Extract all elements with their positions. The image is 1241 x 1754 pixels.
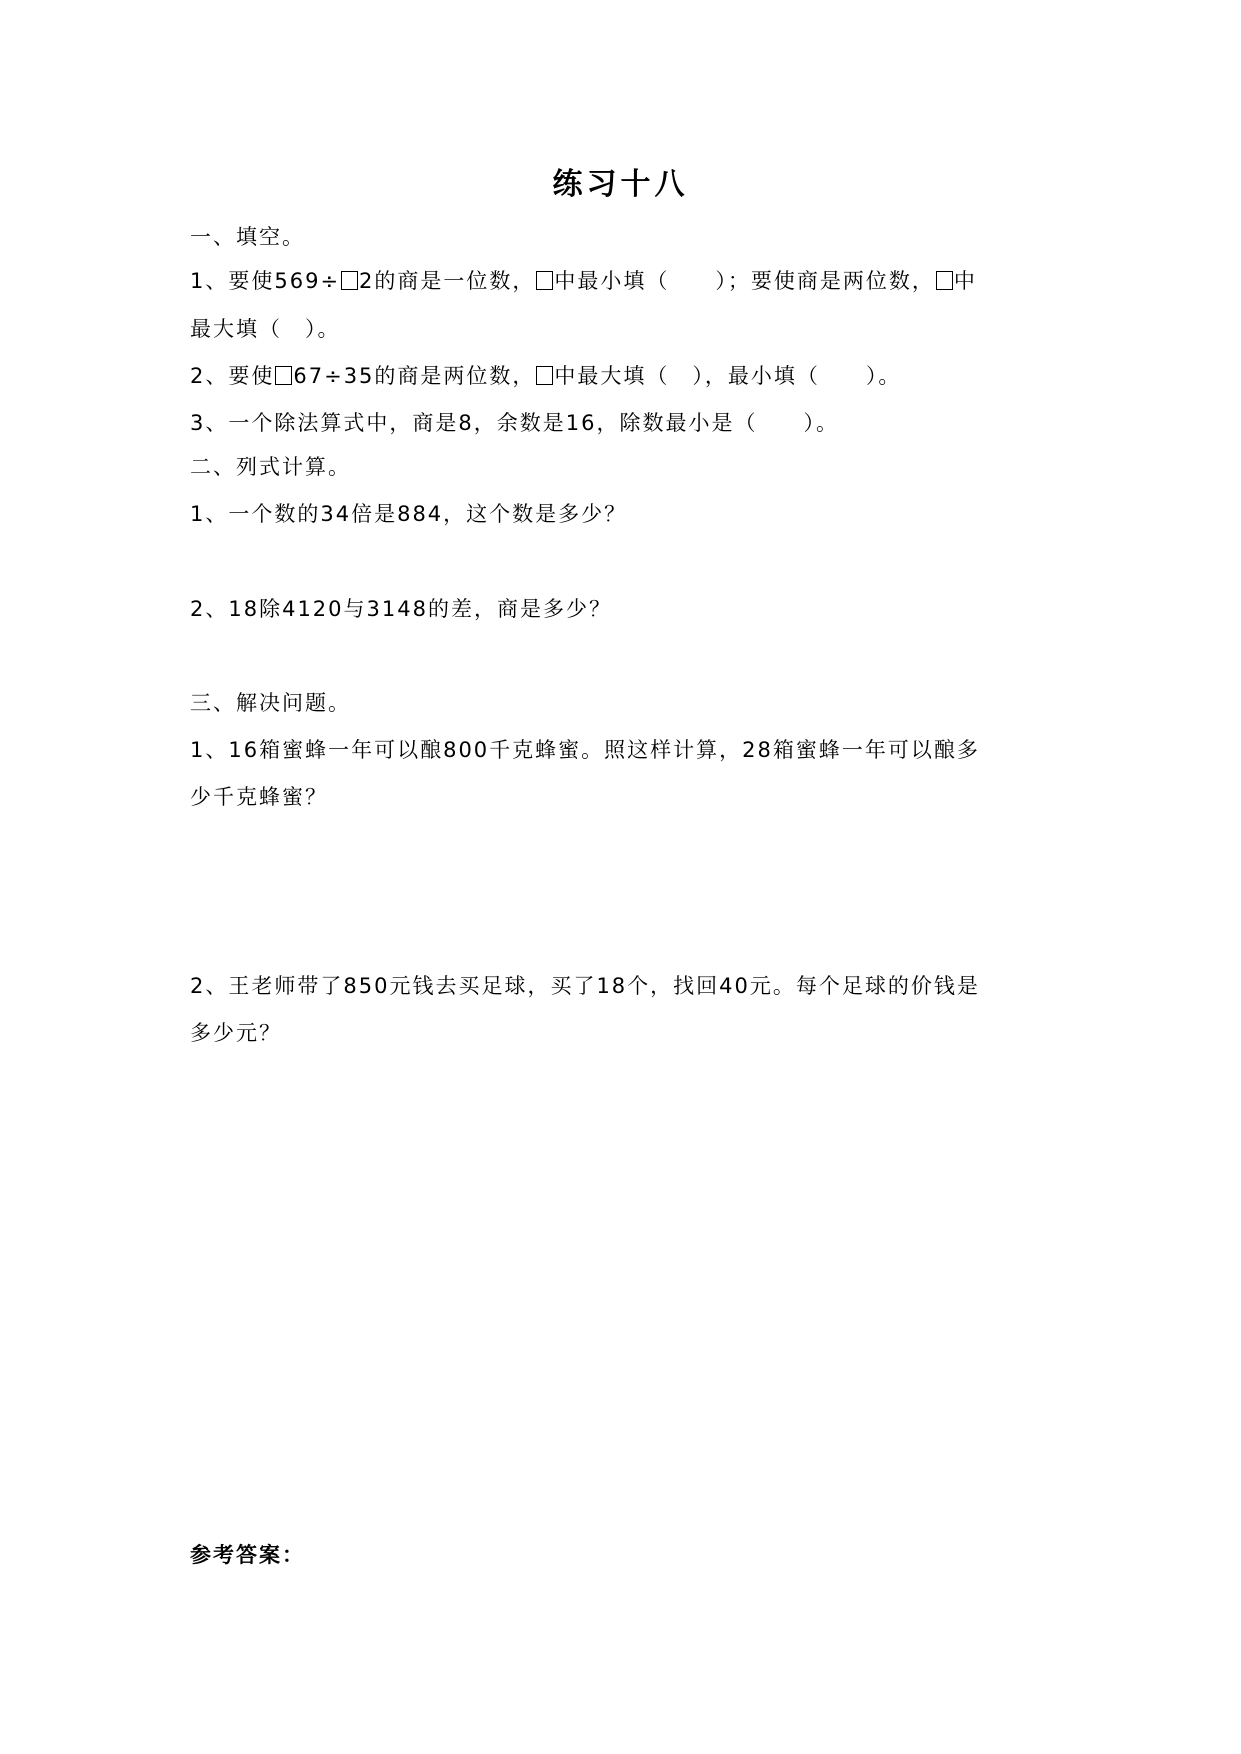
section3-q1-line2: 少千克蜂蜜？ [190,785,328,809]
q1-text-part3: 中最小填（ ）；要使商是两位数， [554,269,935,293]
section1-heading: 一、填空。 [190,225,305,249]
section2-q2: 2、18除4120与3148的差，商是多少？ [190,597,612,621]
blank-box-icon [936,271,953,290]
q1-text-prefix: 1、要使569÷ [190,269,341,293]
section3-q1-line1: 1、16箱蜜蜂一年可以酿800千克蜂蜜。照这样计算，28箱蜜蜂一年可以酿多 [190,738,980,762]
section1-q1-line1 [190,266,977,296]
answers-heading: 参考答案： [190,1543,305,1567]
section1-q3: 3、一个除法算式中，商是8，余数是16，除数最小是（ ）。 [190,411,839,435]
q2-text-part3: 中最大填（ ），最小填（ ）。 [554,364,902,388]
section1-q2 [190,361,901,391]
blank-box-icon [341,271,358,290]
section3-q2-line2: 多少元？ [190,1021,282,1045]
section3-heading: 三、解决问题。 [190,691,351,715]
q2-text-part2: 67÷35的商是两位数， [293,364,536,388]
section3-q2-line1: 2、王老师带了850元钱去买足球，买了18个，找回40元。每个足球的价钱是 [190,974,980,998]
q1-text-part4: 中 [953,269,977,293]
section2-q1: 1、一个数的34倍是884，这个数是多少？ [190,502,628,526]
blank-box-icon [536,366,553,385]
blank-box-icon [536,271,553,290]
page-title: 练习十八 [552,167,689,202]
section1-q1-line2: 最大填（ ）。 [190,317,341,341]
q1-text-part2: 2的商是一位数， [359,269,536,293]
q2-text-prefix: 2、要使 [190,364,275,388]
blank-box-icon [275,366,292,385]
section2-heading: 二、列式计算。 [190,455,351,479]
